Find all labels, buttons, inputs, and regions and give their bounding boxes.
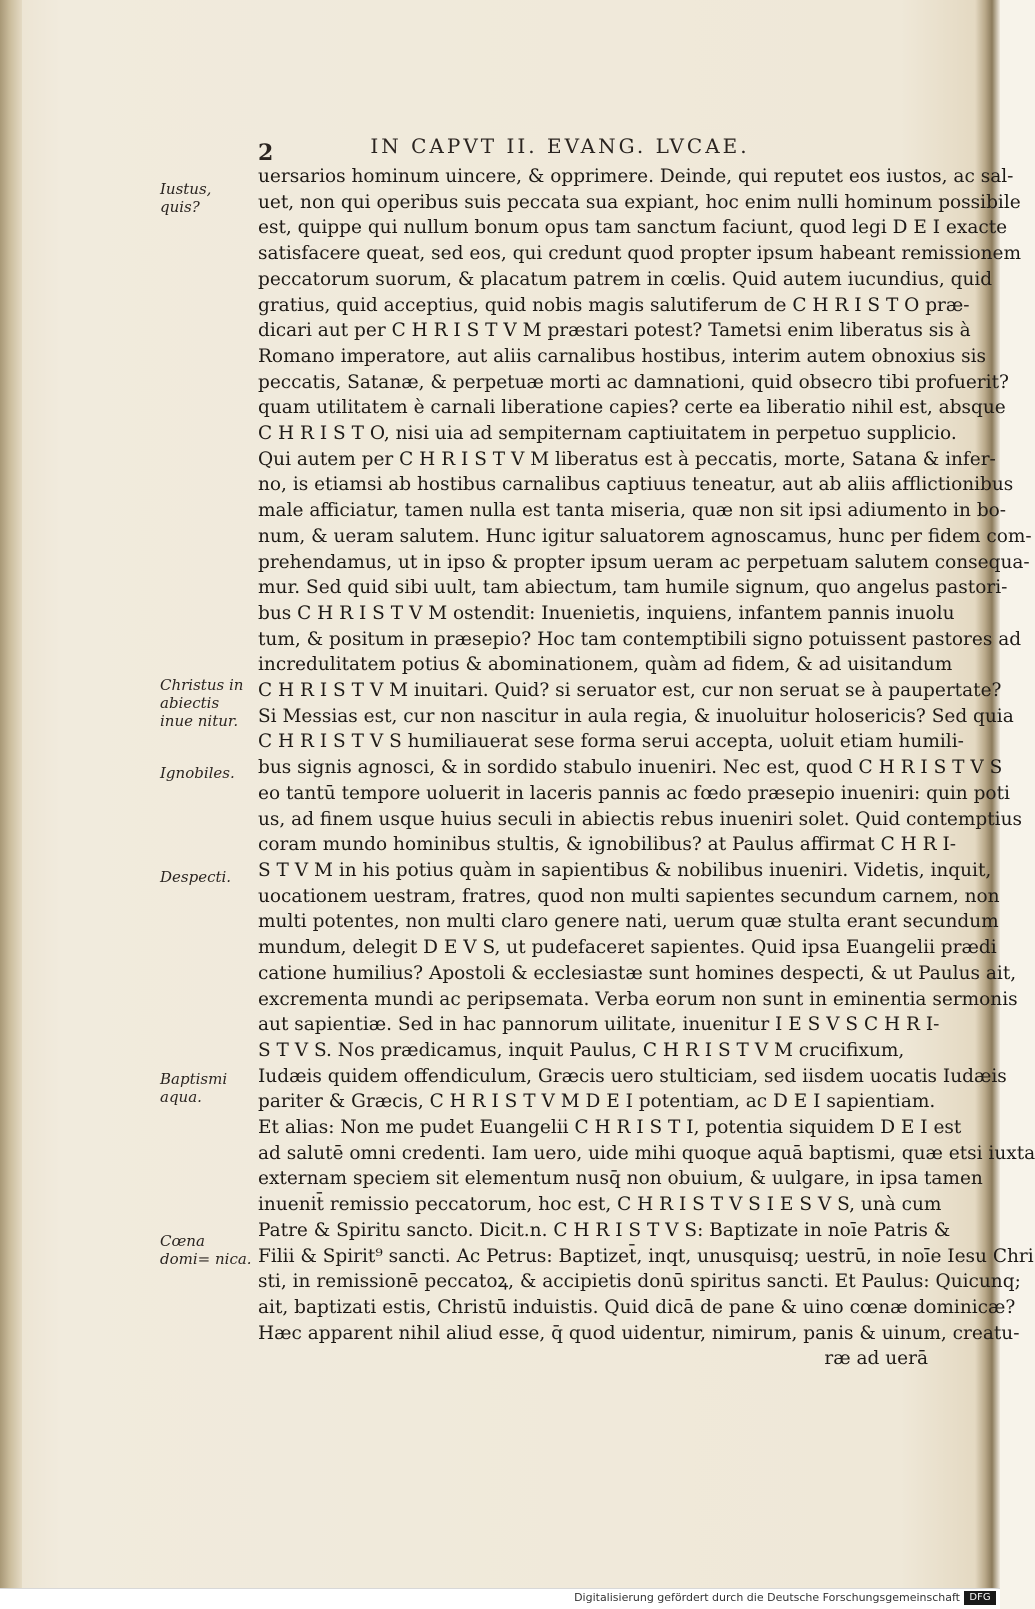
- margin-note: Despecti.: [160, 868, 232, 886]
- text-line: sti, in remissionē peccatoꝝ, & accipietis donū spiritus sancti. Et Paulus: Quicunq;: [258, 1271, 1021, 1293]
- dfg-logo: DFG: [964, 1591, 996, 1605]
- text-line: ad salutē omni credenti. Iam uero, uide mihi quoque aquā baptismi, quæ etsi iuxta: [258, 1142, 1035, 1164]
- text-line: gratius, quid acceptius, quid nobis magis salutiferum de C H R I S T O præ-: [258, 294, 970, 316]
- text-line: tum, & positum in præsepio? Hoc tam contemptibili signo potuissent pastores ad: [258, 628, 1022, 650]
- text-line: bus C H R I S T V M ostendit: Inuenietis, inquiens, infantem pannis inuolu: [258, 602, 955, 624]
- running-title: IN CAPVT II. EVANG. LVCAE.: [370, 134, 750, 158]
- text-line: Romano imperatore, aut aliis carnalibus hostibus, interim autem obnoxius sis: [258, 345, 987, 367]
- text-line: us, ad finem usque huius seculi in abiectis rebus inueniri solet. Quid contemptius: [258, 808, 1022, 830]
- text-line: dicari aut per C H R I S T V M præstari potest? Tametsi enim liberatus sis à: [258, 320, 971, 342]
- text-line: peccatorum suorum, & placatum patrem in cœlis. Quid autem iucundius, quid: [258, 268, 993, 290]
- text-line: num, & ueram salutem. Hunc igitur saluatorem agnoscamus, hunc per fidem com-: [258, 525, 1032, 547]
- book-gutter: [0, 0, 22, 1608]
- footer-bar: [0, 1588, 1000, 1609]
- text-line: ait, baptizati estis, Christū induistis. Quid dicā de pane & uino cœnæ dominicæ?: [258, 1296, 1016, 1318]
- text-line: no, is etiamsi ab hostibus carnalibus captiuus teneatur, aut ab aliis afflictionibus: [258, 474, 1014, 496]
- margin-note: Cœna domi= nica.: [160, 1232, 252, 1268]
- margin-note: Christus in abiectis inue nitur.: [160, 676, 244, 730]
- text-line: mundum, delegit D E V S, ut pudefaceret sapientes. Quid ipsa Euangelii prædi: [258, 937, 997, 959]
- text-line: mur. Sed quid sibi uult, tam abiectum, tam humile signum, quo angelus pastori-: [258, 577, 1008, 599]
- text-line: male afficiatur, tamen nulla est tanta miseria, quæ non sit ipsi adiumento in bo-: [258, 500, 1007, 522]
- text-line: prehendamus, ut in ipso & propter ipsum ueram ac perpetuam salutem consequa-: [258, 551, 1030, 573]
- catchword: ræ ad uerā: [824, 1348, 928, 1370]
- text-line: incredulitatem potius & abominationem, quàm ad fidem, & ad uisitandum: [258, 654, 953, 676]
- text-line: Qui autem per C H R I S T V M liberatus est à peccatis, morte, Satana & infer-: [258, 448, 996, 470]
- text-line: multi potentes, non multi claro genere nati, uerum quæ stulta erant secundum: [258, 911, 999, 933]
- text-line: inuenit̄ remissio peccatorum, hoc est, C H R I S T V S I E S V S, unà cum: [258, 1194, 942, 1216]
- text-line: S T V M in his potius quàm in sapientibus & nobilibus inueniri. Videtis, inquit,: [258, 859, 992, 881]
- text-line: externam speciem sit elementum nusq̄ non obuium, & uulgare, in ipsa tamen: [258, 1168, 983, 1190]
- text-line: uersarios hominum uincere, & opprimere. Deinde, qui reputet eos iustos, ac sal-: [258, 166, 1014, 187]
- text-line: Patre & Spiritu sancto. Dicit.n. C H R I S T V S: Baptizate in noīe Patris &: [258, 1219, 951, 1241]
- text-line: pariter & Græcis, C H R I S T V M D E I potentiam, ac D E I sapientiam.: [258, 1091, 936, 1113]
- text-line: eo tantū tempore uoluerit in laceris pannis ac fœdo præsepio inueniri: quin poti: [258, 782, 1010, 804]
- text-line: Si Messias est, cur non nascitur in aula regia, & inuoluitur holosericis? Sed quia: [258, 705, 1014, 727]
- text-line: coram mundo hominibus stultis, & ignobilibus? at Paulus affirmat C H R I-: [258, 834, 957, 856]
- body-text: [258, 164, 1035, 1372]
- text-line: est, quippe qui nullum bonum opus tam sanctum faciunt, quod legi D E I exacte: [258, 217, 1008, 239]
- margin-note: Ignobiles.: [160, 764, 235, 782]
- text-line: peccatis, Satanæ, & perpetuæ morti ac damnationi, quid obsecro tibi profuerit?: [258, 371, 1009, 393]
- text-line: catione humilius? Apostoli & ecclesiastæ sunt homines despecti, & ut Paulus ait,: [258, 962, 1017, 984]
- text-line: satisfacere queat, sed eos, qui credunt quod propter ipsum habeant remissionem: [258, 243, 1022, 265]
- text-line: bus signis agnosci, & in sordido stabulo inueniri. Nec est, quod C H R I S T V S: [258, 757, 1003, 779]
- text-line: quam utilitatem è carnali liberatione capies? certe ea liberatio nihil est, absque: [258, 397, 1006, 419]
- text-line: C H R I S T V S humiliauerat sese forma serui accepta, uoluit etiam humili-: [258, 731, 964, 753]
- text-line: S T V S. Nos prædicamus, inquit Paulus, C H R I S T V M crucifixum,: [258, 1039, 905, 1061]
- text-line: aut sapientiæ. Sed in hac pannorum uilitate, inuenitur I E S V S C H R I-: [258, 1014, 940, 1036]
- margin-note: Iustus, quis?: [160, 180, 212, 216]
- text-line: Hæc apparent nihil aliud esse, q̄ quod uidentur, nimirum, panis & uinum, creatu-: [258, 1322, 1020, 1344]
- text-line: C H R I S T V M inuitari. Quid? si seruator est, cur non seruat se à paupertate?: [258, 680, 1002, 702]
- digitization-credit: Digitalisierung gefördert durch die Deutsche Forschungsgemeinschaft: [574, 1591, 960, 1604]
- text-line: uet, non qui operibus suis peccata sua expiant, hoc enim nulli hominum possibile: [258, 191, 1021, 213]
- text-line: Iudæis quidem offendiculum, Græcis uero stulticiam, sed iisdem uocatis Iudæis: [258, 1065, 1007, 1087]
- text-line: uocationem uestram, fratres, quod non multi sapientes secundum carnem, non: [258, 885, 1000, 907]
- text-line: C H R I S T O, nisi uia ad sempiternam captiuitatem in perpetuo supplicio.: [258, 423, 957, 445]
- text-line: Filii & Spirit⁹ sancti. Ac Petrus: Baptizet̄, inqt, unusquisq; uestrū, in noīe Iesu Chri: [258, 1245, 1034, 1267]
- margin-note: Baptismi aqua.: [160, 1070, 228, 1106]
- page-marker: 2: [258, 140, 274, 166]
- text-line: excrementa mundi ac peripsemata. Verba eorum non sunt in eminentia sermonis: [258, 988, 1018, 1010]
- text-line: Et alias: Non me pudet Euangelii C H R I S T I, potentia siquidem D E I est: [258, 1117, 962, 1139]
